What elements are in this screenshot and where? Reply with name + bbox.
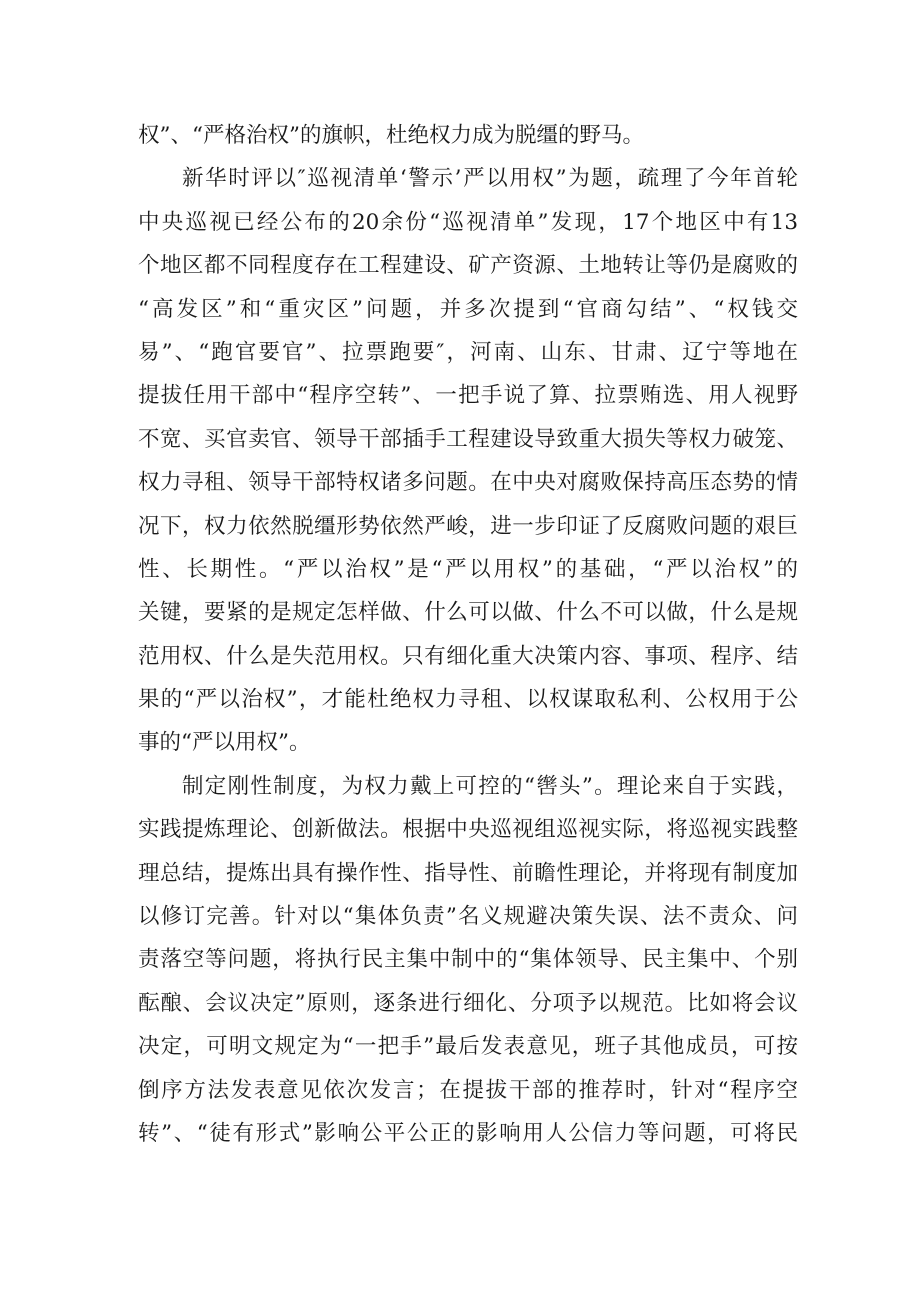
paragraph-line: 以修订完善。针对以“集体负责”名义规避决策失误、法不责众、问	[138, 904, 798, 930]
paragraph-line: 决定，可明文规定为“一把手”最后发表意见，班子其他成员，可按	[138, 1034, 798, 1060]
paragraph-line: 倒序方法发表意见依次发言；在提拔干部的推荐时，针对“程序空	[138, 1077, 798, 1103]
paragraph-line: 酝酿、会议决定”原则，逐条进行细化、分项予以规范。比如将会议	[138, 990, 798, 1016]
paragraph-line: 转”、“徒有形式”影响公平公正的影响用人公信力等问题，可将民	[138, 1120, 798, 1146]
paragraph-line: 新华时评以″巡视清单‘警示’严以用权”为题，疏理了今年首轮	[182, 166, 798, 192]
paragraph-line: 易”、“跑官要官”、拉票跑要″，河南、山东、甘肃、辽宁等地在	[138, 339, 798, 365]
paragraph-line: 中央巡视已经公布的20余份“巡视清单”发现，17个地区中有13	[138, 209, 798, 235]
paragraph-line: 制定刚性制度，为权力戴上可控的“辔头”。理论来自于实践，	[182, 773, 798, 799]
paragraph-line: 权”、“严格治权”的旗帜，杜绝权力成为脱缰的野马。	[138, 123, 644, 148]
body-text	[138, 114, 798, 1155]
paragraph-line: “高发区”和“重灾区”问题，并多次提到“官商勾结”、“权钱交	[138, 296, 798, 322]
paragraph-line: 不宽、买官卖官、领导干部插手工程建设导致重大损失等权力破笼、	[138, 426, 798, 452]
paragraph-line: 权力寻租、领导干部特权诸多问题。在中央对腐败保持高压态势的情	[138, 470, 798, 496]
paragraph-line: 责落空等问题，将执行民主集中制中的“集体领导、民主集中、个别	[138, 947, 798, 973]
paragraph-line: 事的“严以用权”。	[138, 730, 311, 756]
paragraph-line: 关键，要紧的是规定怎样做、什么可以做、什么不可以做，什么是规	[138, 600, 798, 626]
paragraph-line: 个地区都不同程度存在工程建设、矿产资源、土地转让等仍是腐败的	[138, 253, 798, 279]
paragraph-line: 理总结，提炼出具有操作性、指导性、前瞻性理论，并将现有制度加	[138, 860, 798, 886]
paragraph-line: 况下，权力依然脱缰形势依然严峻，进一步印证了反腐败问题的艰巨	[138, 513, 798, 539]
paragraph-line: 提拔任用干部中“程序空转”、一把手说了算、拉票贿选、用人视野	[138, 383, 798, 409]
paragraph-line: 范用权、什么是失范用权。只有细化重大决策内容、事项、程序、结	[138, 643, 798, 669]
paragraph-line: 果的“严以治权”，才能杜绝权力寻租、以权谋取私利、公权用于公	[138, 687, 798, 713]
paragraph-line: 实践提炼理论、创新做法。根据中央巡视组巡视实际，将巡视实践整	[138, 817, 798, 843]
paragraph-line: 性、长期性。“严以治权”是“严以用权”的基础，“严以治权”的	[138, 556, 798, 582]
